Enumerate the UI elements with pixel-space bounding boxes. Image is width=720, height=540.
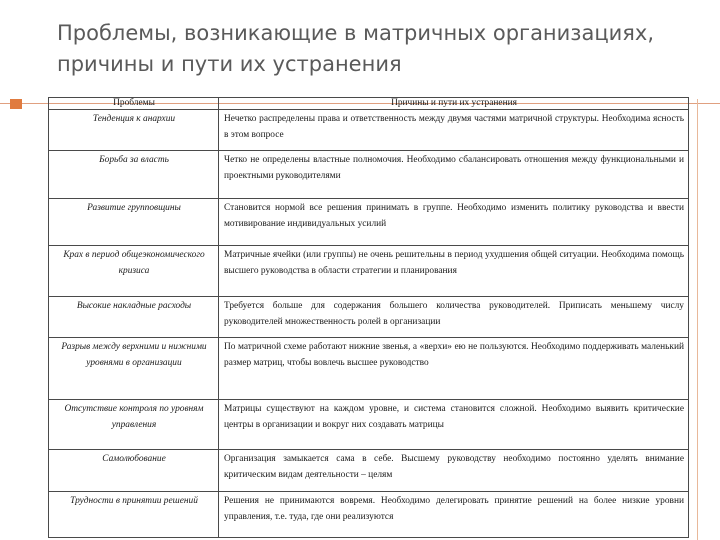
problem-cell: Тенденция к анархии [49, 110, 219, 151]
solution-cell: По матричной схеме работают нижние звенья, а «верхи» ею не пользуются. Необходимо поддерживать маленький размер матриц, чтобы вовлечь высшее руководство [219, 338, 689, 400]
table-row [49, 450, 689, 492]
solution-cell: Становится нормой все решения принимать в группе. Необходимо изменить политику руководства и ввести мотивирование индивидуальных усилий [219, 199, 689, 246]
problems-table [48, 97, 689, 538]
table-row [49, 400, 689, 450]
table-header-row [49, 98, 689, 110]
solution-cell: Нечетко распределены права и ответственность между двумя частями матричной структуры. Необходима ясность в этом вопросе [219, 110, 689, 151]
slide-title: Проблемы, возникающие в матричных организациях, причины и пути их устранения [57, 21, 655, 76]
solution-cell: Четко не определены властные полномочия. Необходимо сбалансировать отношения между функциональными и проектными руководителями [219, 151, 689, 199]
side-divider [697, 99, 698, 540]
problem-cell: Самолюбование [49, 450, 219, 492]
table-row [49, 199, 689, 246]
header-solutions: Причины и пути их устранения [219, 98, 689, 110]
solution-cell: Требуется больше для содержания большего количества руководителей. Приписать меньшему числу руководителей множественность ролей в организации [219, 297, 689, 338]
problem-cell: Разрыв между верхними и нижними уровнями в организации [49, 338, 219, 400]
table-row [49, 492, 689, 538]
problem-cell: Развитие групповщины [49, 199, 219, 246]
header-problems: Проблемы [49, 98, 219, 110]
solution-cell: Матрицы существуют на каждом уровне, и система становится сложной. Необходимо выявить критические центры в организации и вокруг них создавать матрицы [219, 400, 689, 450]
solution-cell: Матричные ячейки (или группы) не очень решительны в период ухудшения общей ситуации. Необходима помощь высшего руководства в области стратегии и планирования [219, 246, 689, 297]
table-row [49, 338, 689, 400]
problem-cell: Борьба за власть [49, 151, 219, 199]
table-row [49, 110, 689, 151]
solution-cell: Организация замыкается сама в себе. Высшему руководству необходимо постоянно уделять внимание критическим видам деятельности – целям [219, 450, 689, 492]
problem-cell: Крах в период общеэкономического кризиса [49, 246, 219, 297]
table-row [49, 297, 689, 338]
solution-cell: Решения не принимаются вовремя. Необходимо делегировать принятие решений на более низкие уровни управления, т.е. туда, где они реализуются [219, 492, 689, 538]
problem-cell: Высокие накладные расходы [49, 297, 219, 338]
accent-square [10, 99, 22, 109]
problem-cell: Трудности в принятии решений [49, 492, 219, 538]
problem-cell: Отсутствие контроля по уровням управления [49, 400, 219, 450]
table-row [49, 246, 689, 297]
table-row [49, 151, 689, 199]
